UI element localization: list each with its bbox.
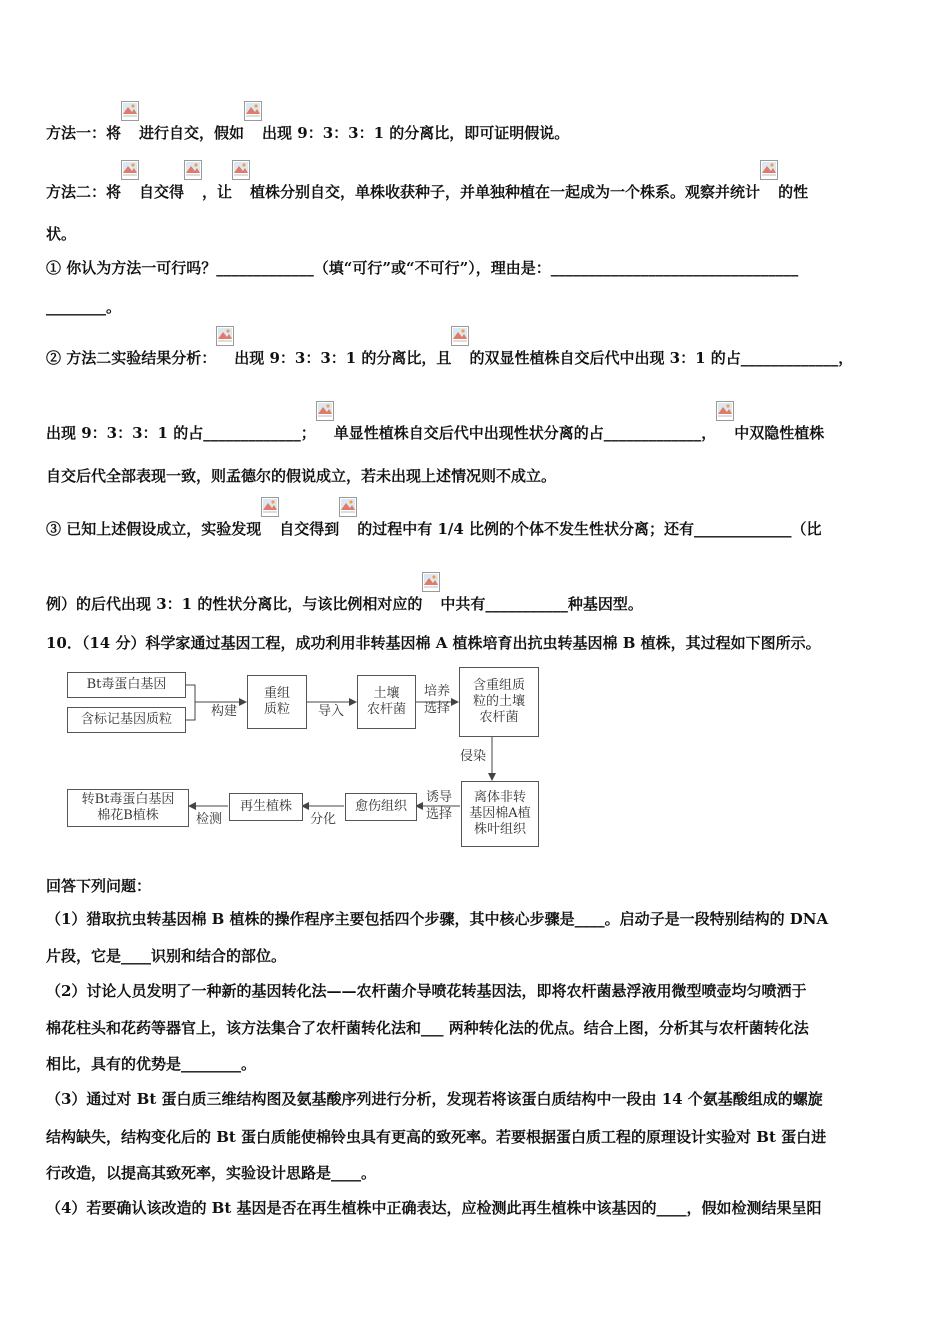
recombinant-plasmid-box bbox=[247, 675, 307, 729]
text-run: 方法二：将 bbox=[46, 183, 122, 201]
text-run: ① 你认为方法一可行吗？_____________（填“可行”或“不可行”），理由是：_________________________________ bbox=[46, 259, 799, 277]
text-run: 的性 bbox=[778, 183, 809, 201]
broken-image-icon bbox=[760, 174, 778, 200]
arrow-label: 诱导 选择 bbox=[425, 790, 452, 822]
detect-label bbox=[190, 811, 228, 828]
text-run: ③ 已知上述假设成立，实验发现 bbox=[46, 520, 262, 538]
arrow-label: 构建 bbox=[210, 704, 237, 719]
text-run: ，让 bbox=[202, 183, 233, 201]
text-run: 的过程中有 1/4 比例的个体不发生性状分离；还有_____________（比 bbox=[357, 520, 822, 538]
import-label bbox=[312, 703, 350, 720]
broken-image-icon bbox=[244, 115, 262, 141]
broken-image-icon bbox=[339, 511, 357, 537]
differentiate-label bbox=[304, 811, 342, 828]
box-label: 转Bt毒蛋白基因 棉花B植株 bbox=[81, 792, 175, 823]
recombinant-agro-box bbox=[459, 667, 539, 737]
text-run: 出现 9：3：3：1 的分离比，即可证明假说。 bbox=[262, 124, 570, 142]
arrow-label: 培养 选择 bbox=[423, 684, 450, 716]
text-run: （1）猎取抗虫转基因棉 B 植株的操作程序主要包括四个步骤，其中核心步骤是____。启动子是一段特别结构的 DNA bbox=[46, 910, 829, 928]
text-run: 回答下列问题： bbox=[46, 877, 152, 895]
broken-image-icon bbox=[451, 340, 469, 366]
method-one-line bbox=[46, 115, 569, 143]
text-run: （4）若要确认该改造的 Bt 基因是否在再生植株中正确表达，应检测此再生植株中该基因的____，假如检测结果呈阳 bbox=[46, 1199, 822, 1217]
broken-image-icon bbox=[261, 511, 279, 537]
text-run: 中共有___________种基因型。 bbox=[440, 595, 643, 613]
question-1-line-end bbox=[46, 297, 121, 317]
text-run: 植株分别自交，单株收获种子，并单独种植在一起成为一个株系。观察并统计 bbox=[250, 183, 761, 201]
sub-question-3-line bbox=[46, 1089, 823, 1109]
text-run: 中双隐性植株 bbox=[734, 424, 825, 442]
box-label: 再生植株 bbox=[239, 799, 292, 814]
sub-question-3-line-3 bbox=[46, 1163, 376, 1183]
text-run: ________。 bbox=[46, 298, 122, 316]
sub-question-1-line bbox=[46, 909, 828, 929]
text-run: 自交后代全部表现一致，则孟德尔的假说成立，若未出现上述情况则不成立。 bbox=[46, 467, 557, 485]
broken-image-icon bbox=[216, 340, 234, 366]
text-run: 出现 9：3：3：1 的分离比，且 bbox=[234, 349, 452, 367]
text-run: 的双显性植株自交后代中出现 3：1 的占_____________， bbox=[469, 349, 854, 367]
text-run: 棉花柱头和花药等器官上，该方法集合了农杆菌转化法和___ 两种转化法的优点。结合上图，分析其与农杆菌转化法 bbox=[46, 1019, 809, 1037]
method-two-line-end bbox=[46, 224, 76, 244]
broken-image-icon bbox=[422, 586, 440, 612]
sub-question-4-line bbox=[46, 1198, 822, 1218]
culture-label bbox=[418, 683, 456, 717]
sub-question-3-line-2 bbox=[46, 1127, 826, 1147]
question-1-line bbox=[46, 258, 798, 278]
text-run: ② 方法二实验结果分析： bbox=[46, 349, 217, 367]
text-run: 状。 bbox=[46, 225, 77, 243]
arrow-label: 导入 bbox=[317, 704, 344, 719]
box-label: 愈伤组织 bbox=[354, 799, 407, 814]
text-run: 单显性植株自交后代中出现性状分离的占_____________， bbox=[333, 424, 717, 442]
broken-image-icon bbox=[316, 415, 334, 441]
text-run: 自交得到 bbox=[279, 520, 340, 538]
arrow-label: 检测 bbox=[195, 812, 222, 827]
plasmid-box bbox=[67, 707, 186, 733]
sub-question-1-line-2 bbox=[46, 946, 286, 966]
question-2-line-3 bbox=[46, 466, 556, 486]
text-run: 进行自交，假如 bbox=[139, 124, 245, 142]
text-run: 行改造，以提高其致死率，实验设计思路是____。 bbox=[46, 1164, 377, 1182]
box-label: 离体非转 基因棉A植 株叶组织 bbox=[469, 790, 531, 837]
box-label: 重组 质粒 bbox=[263, 686, 290, 717]
final-plant-box bbox=[67, 789, 189, 827]
text-run: 自交得 bbox=[139, 183, 185, 201]
text-run: 例）的后代出现 3：1 的性状分离比，与该比例相对应的 bbox=[46, 595, 423, 613]
infect-label bbox=[455, 748, 491, 765]
text-run: （2）讨论人员发明了一种新的基因转化法——农杆菌介导喷花转基因法，即将农杆菌悬浮液用微型喷壶均匀喷洒于 bbox=[46, 982, 807, 1000]
sub-question-2-line-2 bbox=[46, 1018, 809, 1038]
text-run: 方法一：将 bbox=[46, 124, 122, 142]
broken-image-icon bbox=[716, 415, 734, 441]
box-label: 土壤 农杆菌 bbox=[366, 686, 406, 717]
text-run: 结构缺失，结构变化后的 Bt 蛋白质能使棉铃虫具有更高的致死率。若要根据蛋白质工程的原理设计实验对 Bt 蛋白进 bbox=[46, 1128, 827, 1146]
text-run: 10．（14 分）科学家通过基因工程，成功利用非转基因棉 A 植株培育出抗虫转基因棉 B 植株，其过程如下图所示。 bbox=[46, 634, 821, 652]
text-run: 出现 9：3：3：1 的占_____________； bbox=[46, 424, 316, 442]
sub-question-2-line bbox=[46, 981, 806, 1001]
problem-10-title bbox=[46, 633, 821, 653]
arrow-label: 侵染 bbox=[459, 749, 486, 764]
question-3-line-2 bbox=[46, 586, 643, 614]
box-label: 含标记基因质粒 bbox=[80, 712, 172, 727]
regenerated-plant-box bbox=[229, 793, 303, 821]
question-2-line bbox=[46, 340, 853, 368]
sub-question-2-line-3 bbox=[46, 1054, 256, 1074]
broken-image-icon bbox=[184, 174, 202, 200]
construct-label bbox=[206, 703, 242, 720]
text-run: 相比，具有的优势是________。 bbox=[46, 1055, 257, 1073]
answer-prompt bbox=[46, 876, 151, 896]
text-run: （3）通过对 Bt 蛋白质三维结构图及氨基酸序列进行分析，发现若将该蛋白质结构中一段由 14 个氨基酸组成的螺旋 bbox=[46, 1090, 823, 1108]
agrobacterium-box bbox=[357, 675, 416, 729]
box-label: 含重组质 粒的土壤 农杆菌 bbox=[472, 678, 525, 725]
callus-box bbox=[345, 793, 417, 821]
broken-image-icon bbox=[121, 174, 139, 200]
method-two-line bbox=[46, 174, 808, 202]
bt-gene-box bbox=[67, 672, 186, 698]
broken-image-icon bbox=[121, 115, 139, 141]
arrow-label: 分化 bbox=[309, 812, 336, 827]
box-label: Bt毒蛋白基因 bbox=[86, 677, 167, 692]
explant-box bbox=[461, 781, 539, 847]
broken-image-icon bbox=[232, 174, 250, 200]
question-3-line bbox=[46, 511, 822, 539]
question-2-line-2 bbox=[46, 415, 824, 443]
induce-label bbox=[420, 789, 458, 823]
text-run: 片段，它是____识别和结合的部位。 bbox=[46, 947, 287, 965]
